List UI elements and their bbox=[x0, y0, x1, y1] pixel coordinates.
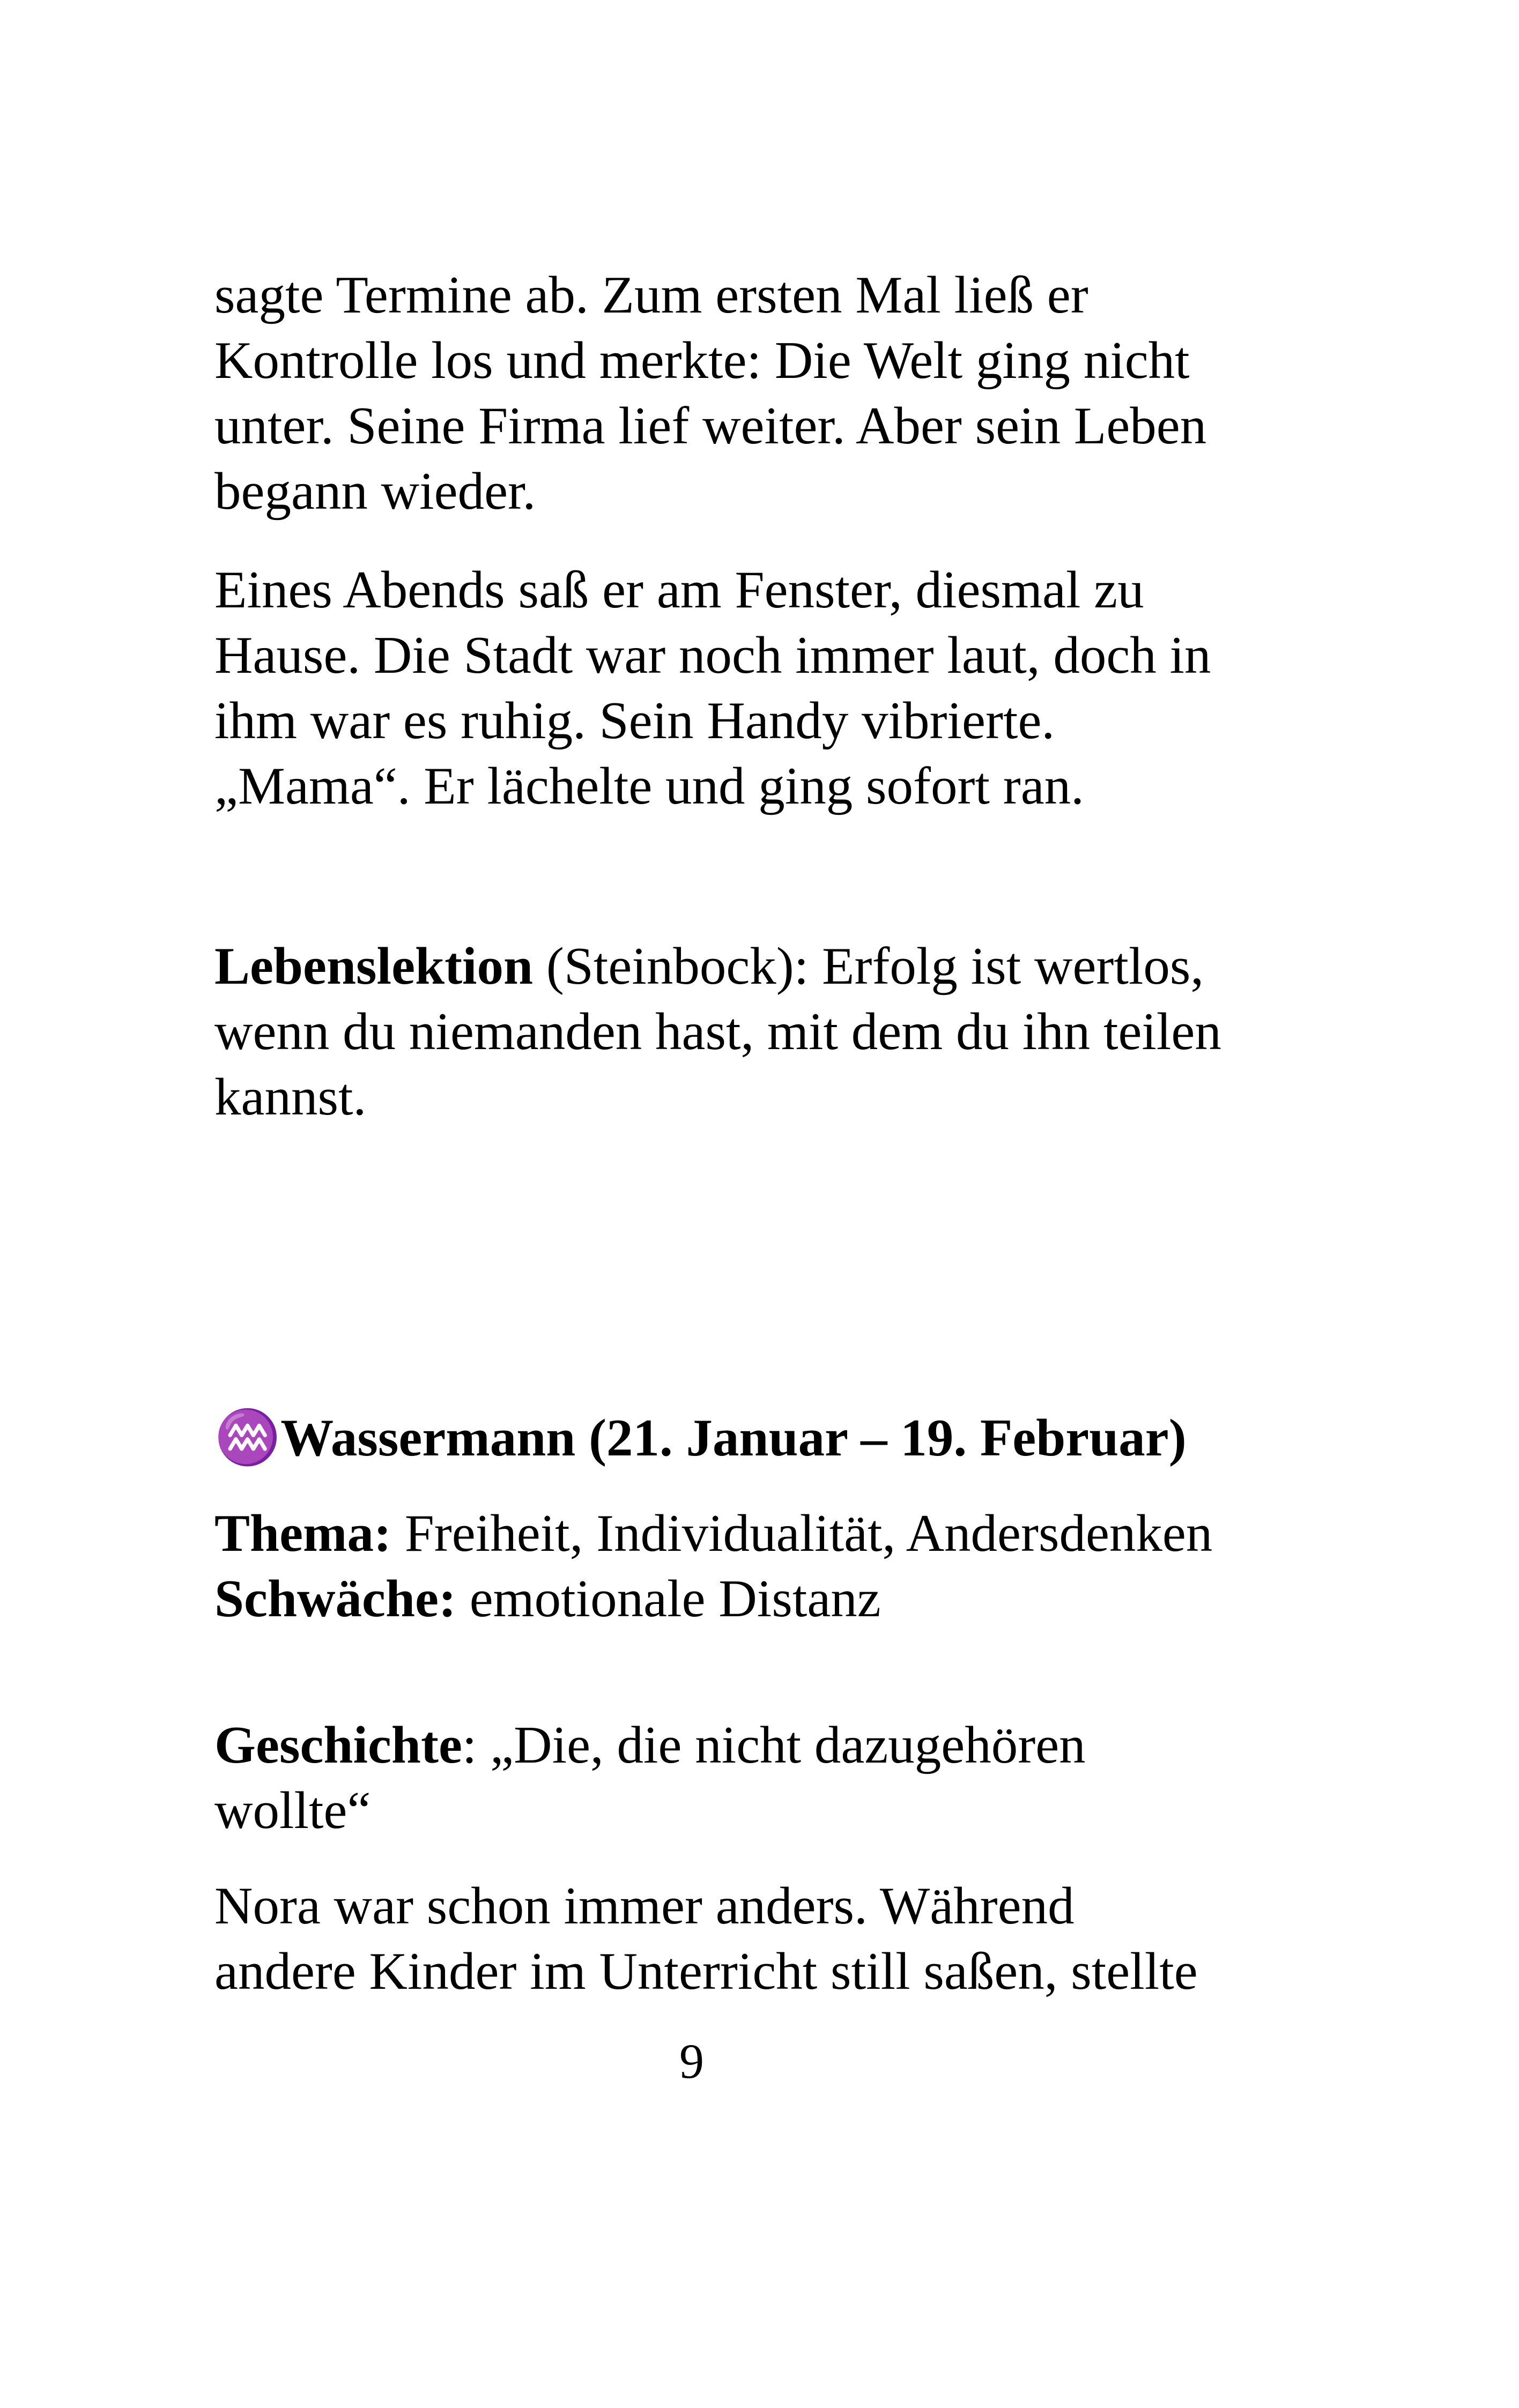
weakness-line bbox=[214, 1566, 1319, 1632]
text-line: Nora war schon immer anders. Während bbox=[214, 1877, 1075, 1935]
text-line: Eines Abends saß er am Fenster, diesmal zu bbox=[214, 561, 1144, 619]
aquarius-sign-icon: ♒ bbox=[214, 1409, 281, 1467]
paragraph-evening-scene bbox=[214, 558, 1319, 819]
text-line: sagte Termine ab. Zum ersten Mal ließ er bbox=[214, 266, 1088, 324]
zodiac-section-heading bbox=[214, 1406, 1319, 1471]
theme-value: Freiheit, Individualität, Andersdenken bbox=[391, 1504, 1213, 1563]
text-line: begann wieder. bbox=[214, 462, 536, 521]
story-title bbox=[214, 1713, 1319, 1844]
text-line: kannst. bbox=[214, 1068, 367, 1126]
text-line: „Mama“. Er lächelte und ging sofort ran. bbox=[214, 757, 1084, 815]
section-title: Wassermann (21. Januar – 19. Februar) bbox=[280, 1409, 1187, 1467]
story-label: Geschichte bbox=[214, 1716, 462, 1774]
paragraph-story-start bbox=[214, 1874, 1319, 2004]
zodiac-attributes bbox=[214, 1501, 1319, 1632]
text-line: wenn du niemanden hast, mit dem du ihn teilen bbox=[214, 1002, 1221, 1061]
text-line: andere Kinder im Unterricht still saßen, stellte bbox=[214, 1942, 1198, 2001]
text-line: unter. Seine Firma lief weiter. Aber sein Leben bbox=[214, 397, 1207, 455]
weakness-value: emotionale Distanz bbox=[456, 1570, 881, 1628]
text-line: ihm war es ruhig. Sein Handy vibrierte. bbox=[214, 692, 1055, 750]
text-line bbox=[214, 1713, 1319, 1778]
text-line: Hause. Die Stadt war noch immer laut, doch in bbox=[214, 626, 1211, 685]
paragraph-end-of-story bbox=[214, 263, 1319, 524]
text-line: Kontrolle los und merkte: Die Welt ging nicht bbox=[214, 331, 1190, 390]
text-line bbox=[214, 1406, 1319, 1471]
life-lesson-text: (Steinbock): Erfolg ist wertlos, bbox=[533, 937, 1204, 995]
life-lesson-paragraph bbox=[214, 934, 1319, 1130]
life-lesson-label: Lebenslektion bbox=[214, 937, 533, 995]
text-line bbox=[214, 934, 1319, 999]
theme-line bbox=[214, 1501, 1319, 1566]
weakness-label: Schwäche: bbox=[214, 1570, 456, 1628]
story-title-text: : „Die, die nicht dazugehören bbox=[462, 1716, 1086, 1774]
text-line: wollte“ bbox=[214, 1781, 371, 1840]
theme-label: Thema: bbox=[214, 1504, 391, 1563]
page-number: 9 bbox=[679, 2034, 704, 2089]
